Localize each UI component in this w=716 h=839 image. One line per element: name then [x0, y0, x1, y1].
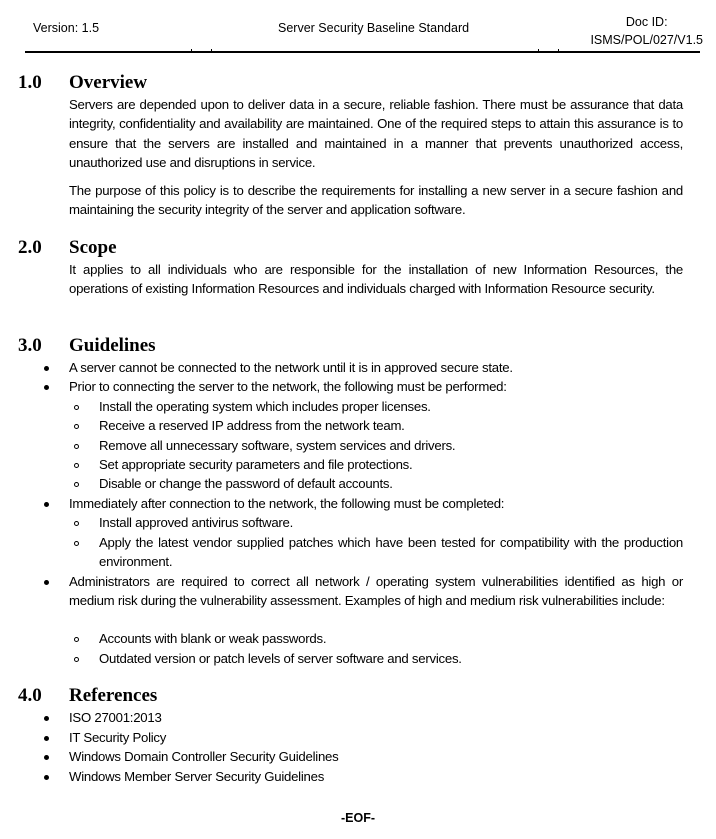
bullet-icon [44, 716, 49, 721]
bullet-icon [44, 755, 49, 760]
bullet-icon [44, 580, 49, 585]
reference-item: IT Security Policy [69, 730, 167, 745]
sub-list-item: Accounts with blank or weak passwords. [99, 631, 327, 646]
bullet-icon [44, 366, 49, 371]
document-title: Server Security Baseline Standard [278, 21, 470, 35]
reference-item: Windows Domain Controller Security Guidelines [69, 749, 339, 764]
sub-bullet-icon [74, 463, 79, 468]
sub-bullet-icon [74, 657, 79, 662]
page-header [0, 0, 716, 53]
section-number: 4.0 [18, 685, 42, 706]
list-item: Prior to connecting the server to the network, the following must be performed: [69, 379, 507, 394]
sub-list-item: Outdated version or patch levels of server software and services. [99, 651, 462, 666]
sub-bullet-icon [74, 521, 79, 526]
sub-bullet-icon [74, 424, 79, 429]
header-tick [558, 49, 559, 52]
list-item: Immediately after connection to the network, the following must be completed: [69, 496, 505, 511]
doc-id [590, 13, 703, 49]
paragraph: Servers are depended upon to deliver data in a secure, reliable fashion. There must be assurance that data integrity, confidentiality and availability are maintained. One of the required steps to attain this assurance is to ensure that the servers are installed and maintained in a manner that prevents unauthorized access, unauthorized use and disruptions in service. [69, 97, 683, 170]
section-number: 1.0 [18, 72, 42, 93]
sub-bullet-icon [74, 444, 79, 449]
header-tick [538, 49, 539, 52]
section-number: 3.0 [18, 335, 42, 356]
bullet-icon [44, 502, 49, 507]
bullet-icon [44, 775, 49, 780]
list-item: Administrators are required to correct all network / operating system vulnerabilities identified as high or medium risk during the vulnerability assessment. Examples of high and medium risk vulnerabilities include: [69, 574, 683, 609]
sub-bullet-icon [74, 405, 79, 410]
sub-list-item: Set appropriate security parameters and file protections. [99, 457, 413, 472]
sub-list-item: Install approved antivirus software. [99, 515, 294, 530]
paragraph: It applies to all individuals who are responsible for the installation of new Information Resources, the operations of existing Information Resources and individuals charged with Information Resource security. [69, 262, 683, 297]
version-label: Version: 1.5 [33, 21, 100, 35]
list-item: A server cannot be connected to the network until it is in approved secure state. [69, 360, 513, 375]
sub-list-item: Receive a reserved IP address from the network team. [99, 418, 405, 433]
sub-bullet-icon [74, 482, 79, 487]
end-of-file-marker: -EOF- [340, 811, 376, 825]
section-number: 2.0 [18, 237, 42, 258]
sub-list-item: Install the operating system which includes proper licenses. [99, 399, 431, 414]
section-title: Overview [69, 72, 148, 93]
paragraph: The purpose of this policy is to describe the requirements for installing a new server in a secure fashion and maintaining the security integrity of the server and application software. [69, 183, 683, 218]
bullet-icon [44, 385, 49, 390]
sub-list-item: Remove all unnecessary software, system services and drivers. [99, 438, 456, 453]
reference-item: ISO 27001:2013 [69, 710, 162, 725]
sub-list-item: Disable or change the password of default accounts. [99, 476, 393, 491]
section-title: Guidelines [69, 335, 156, 356]
header-tick [211, 49, 212, 52]
doc-id-label: Doc ID: [625, 15, 668, 29]
section-title: Scope [69, 237, 117, 258]
sub-list-item: Apply the latest vendor supplied patches which have been tested for compatibility with the production environment. [99, 535, 683, 570]
sub-bullet-icon [74, 541, 79, 546]
section-title: References [69, 685, 158, 706]
bullet-icon [44, 736, 49, 741]
header-tick [191, 49, 192, 52]
doc-id-value: ISMS/POL/027/V1.5 [590, 33, 703, 47]
header-divider [25, 51, 700, 53]
reference-item: Windows Member Server Security Guidelines [69, 769, 325, 784]
sub-bullet-icon [74, 637, 79, 642]
